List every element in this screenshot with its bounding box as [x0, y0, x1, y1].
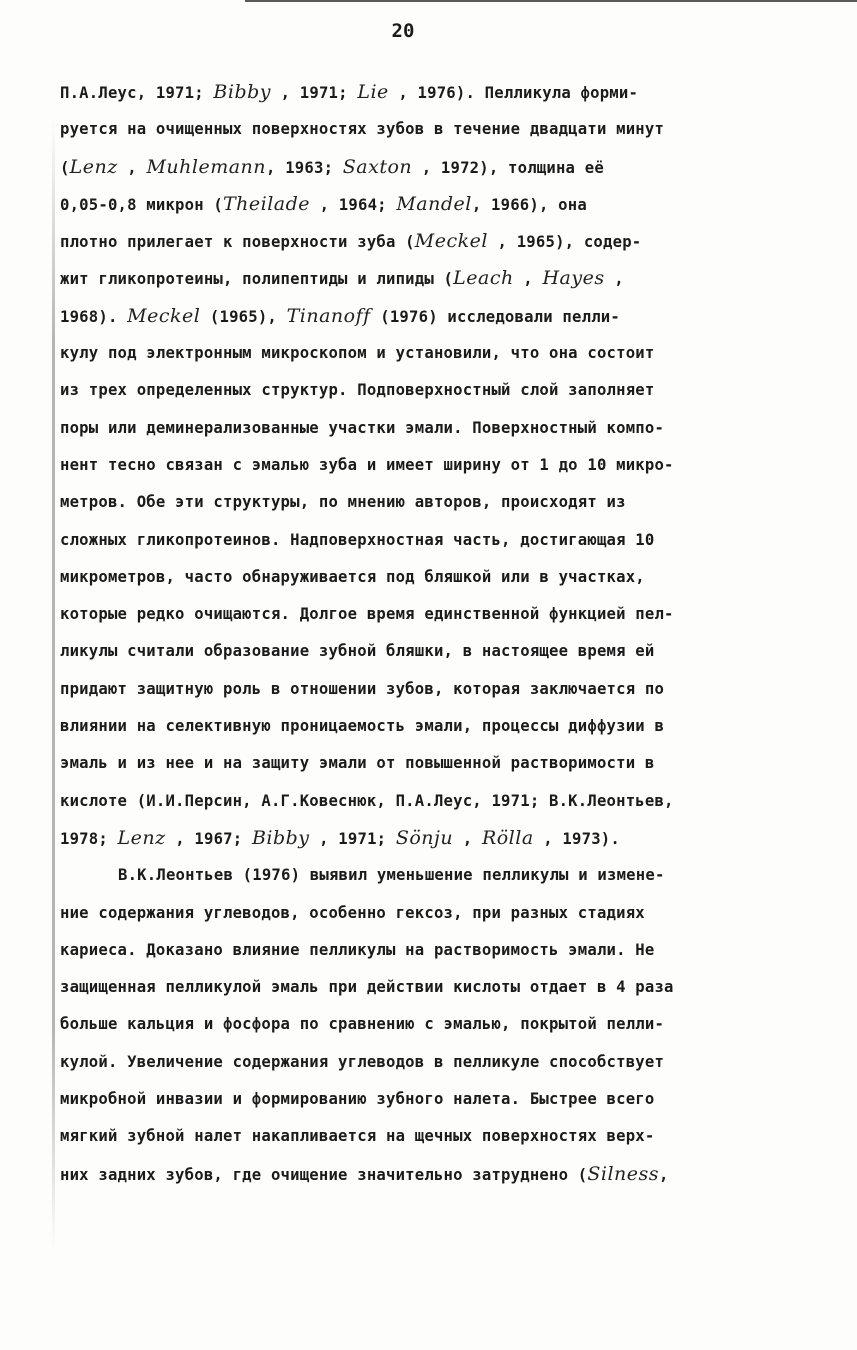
- text-line: [60, 1006, 830, 1043]
- typed-text: них задних зубов, где очищение значительно затруднено (: [60, 1165, 588, 1184]
- typed-text: 1978;: [60, 829, 118, 848]
- typed-text: мягкий зубной налет накапливается на щечных поверхностях верх-: [60, 1127, 655, 1146]
- handwritten-author: Mandel: [396, 192, 472, 215]
- handwritten-author: Muhlemann: [146, 155, 267, 178]
- typed-text: (1965),: [200, 307, 287, 326]
- typed-text: ,: [604, 270, 624, 289]
- text-line: [60, 932, 830, 969]
- typed-text: из трех определенных структур. Подповерхностный слой заполняет: [60, 381, 655, 400]
- text-line: [60, 1081, 830, 1118]
- text-line: [60, 1156, 830, 1193]
- typed-text: , 1971;: [271, 84, 358, 102]
- text-line: [60, 410, 830, 447]
- text-line: [60, 447, 830, 484]
- body-text: [60, 74, 830, 1193]
- typed-text: , 1976). Пелликула форми-: [388, 84, 639, 102]
- typed-text: , 1966), она: [471, 195, 587, 214]
- text-line: [60, 372, 830, 409]
- typed-text: кислоте (И.И.Персин, А.Г.Ковеснюк, П.А.Леус, 1971; В.К.Леонтьев,: [60, 791, 674, 810]
- typed-text: влиянии на селективную проницаемость эмали, процессы диффузии в: [60, 717, 665, 736]
- typed-text: ,: [453, 829, 482, 848]
- text-line: [60, 633, 830, 670]
- typed-text: П.А.Леус, 1971;: [60, 84, 214, 102]
- handwritten-author: Meckel: [414, 230, 488, 253]
- text-line: [60, 484, 830, 521]
- typed-text: микробной инвазии и формированию зубного налета. Быстрее всего: [60, 1090, 655, 1109]
- typed-text: эмаль и из нее и на защиту эмали от повышенной растворимости в: [60, 754, 655, 773]
- typed-text: , 1967;: [165, 829, 252, 848]
- typed-text: руется на очищенных поверхностях зубов в течение двадцати минут: [60, 120, 665, 139]
- typed-text: , 1972), толщина её: [412, 158, 604, 177]
- text-line: [60, 857, 830, 894]
- typed-text: , 1965), содер-: [487, 233, 642, 252]
- typed-text: кулой. Увеличение содержания углеводов в пелликуле способствует: [60, 1052, 665, 1071]
- text-line: [60, 969, 830, 1006]
- text-line: [60, 111, 830, 148]
- text-line: [60, 596, 830, 633]
- text-line: [60, 820, 830, 857]
- page-number: 20: [391, 20, 415, 42]
- text-line: [60, 260, 830, 297]
- text-line: [60, 708, 830, 745]
- handwritten-author: Meckel: [127, 304, 201, 327]
- handwritten-author: Leach: [453, 267, 514, 290]
- handwritten-author: Lenz: [69, 155, 118, 178]
- text-line: [60, 74, 830, 111]
- handwritten-author: Bibby: [251, 826, 310, 849]
- typed-text: В.К.Леонтьев (1976) выявил уменьшение пелликулы и измене-: [118, 866, 665, 885]
- text-line: [60, 298, 830, 335]
- text-line: [60, 1118, 830, 1155]
- text-line: [60, 149, 830, 186]
- typed-text: ,: [659, 1165, 669, 1184]
- typed-text: кулу под электронным микроскопом и установили, что она состоит: [60, 344, 655, 363]
- text-line: [60, 783, 830, 820]
- typed-text: , 1973).: [533, 829, 620, 848]
- typed-text: которые редко очищаются. Долгое время единственной функцией пел-: [60, 605, 674, 624]
- typed-text: жит гликопротеины, полипептиды и липиды (: [60, 270, 454, 289]
- handwritten-author: Lenz: [117, 826, 166, 849]
- typed-text: (: [60, 158, 70, 177]
- text-line: [60, 895, 830, 932]
- typed-text: больше кальция и фосфора по сравнению с эмалью, покрытой пелли-: [60, 1015, 665, 1034]
- text-line: [60, 745, 830, 782]
- typed-text: защищенная пелликулой эмаль при действии кислоты отдает в 4 раза: [60, 978, 674, 997]
- typed-text: плотно прилегает к поверхности зуба (: [60, 233, 415, 252]
- handwritten-author: Saxton: [342, 155, 413, 178]
- handwritten-author: Tinanoff: [286, 304, 371, 327]
- text-line: [60, 559, 830, 596]
- handwritten-author: Hayes: [542, 267, 605, 290]
- typed-text: (1976) исследовали пелли-: [370, 307, 620, 326]
- handwritten-author: Sönju: [395, 826, 454, 849]
- typed-text: , 1963;: [266, 158, 343, 177]
- handwritten-author: Bibby: [213, 81, 272, 103]
- typed-text: ние содержания углеводов, особенно гексоз, при разных стадиях: [60, 903, 645, 922]
- typed-text: ,: [513, 270, 543, 289]
- typed-text: кариеса. Доказано влияние пелликулы на растворимость эмали. Не: [60, 940, 655, 959]
- typed-text: сложных гликопротеинов. Надповерхностная часть, достигающая 10: [60, 530, 655, 549]
- handwritten-author: Silness: [587, 1162, 660, 1185]
- typed-text: 0,05-0,8 микрон (: [60, 195, 223, 214]
- handwritten-author: Lie: [357, 81, 389, 103]
- text-line: [60, 223, 830, 260]
- handwritten-author: Theilade: [223, 192, 311, 215]
- typed-text: придают защитную роль в отношении зубов, которая заключается по: [60, 679, 665, 698]
- text-line: [60, 1044, 830, 1081]
- typed-text: 1968).: [60, 307, 128, 326]
- typed-text: метров. Обе эти структуры, по мнению авторов, происходят из: [60, 493, 626, 512]
- typed-text: нент тесно связан с эмалью зуба и имеет ширину от 1 до 10 микро-: [60, 455, 674, 474]
- text-line: [60, 335, 830, 372]
- top-rule: [245, 0, 857, 2]
- text-line: [60, 186, 830, 223]
- typed-text: , 1964;: [310, 195, 397, 214]
- binding-edge-shadow: [52, 120, 55, 1250]
- typed-text: , 1971;: [309, 829, 396, 848]
- text-line: [60, 522, 830, 559]
- typed-text: ,: [117, 158, 147, 177]
- text-line: [60, 671, 830, 708]
- typed-text: поры или деминерализованные участки эмали. Поверхностный компо-: [60, 418, 665, 437]
- handwritten-author: Rölla: [481, 826, 534, 849]
- typed-text: ликулы считали образование зубной бляшки, в настоящее время ей: [60, 642, 655, 661]
- typed-text: микрометров, часто обнаруживается под бляшкой или в участках,: [60, 567, 645, 586]
